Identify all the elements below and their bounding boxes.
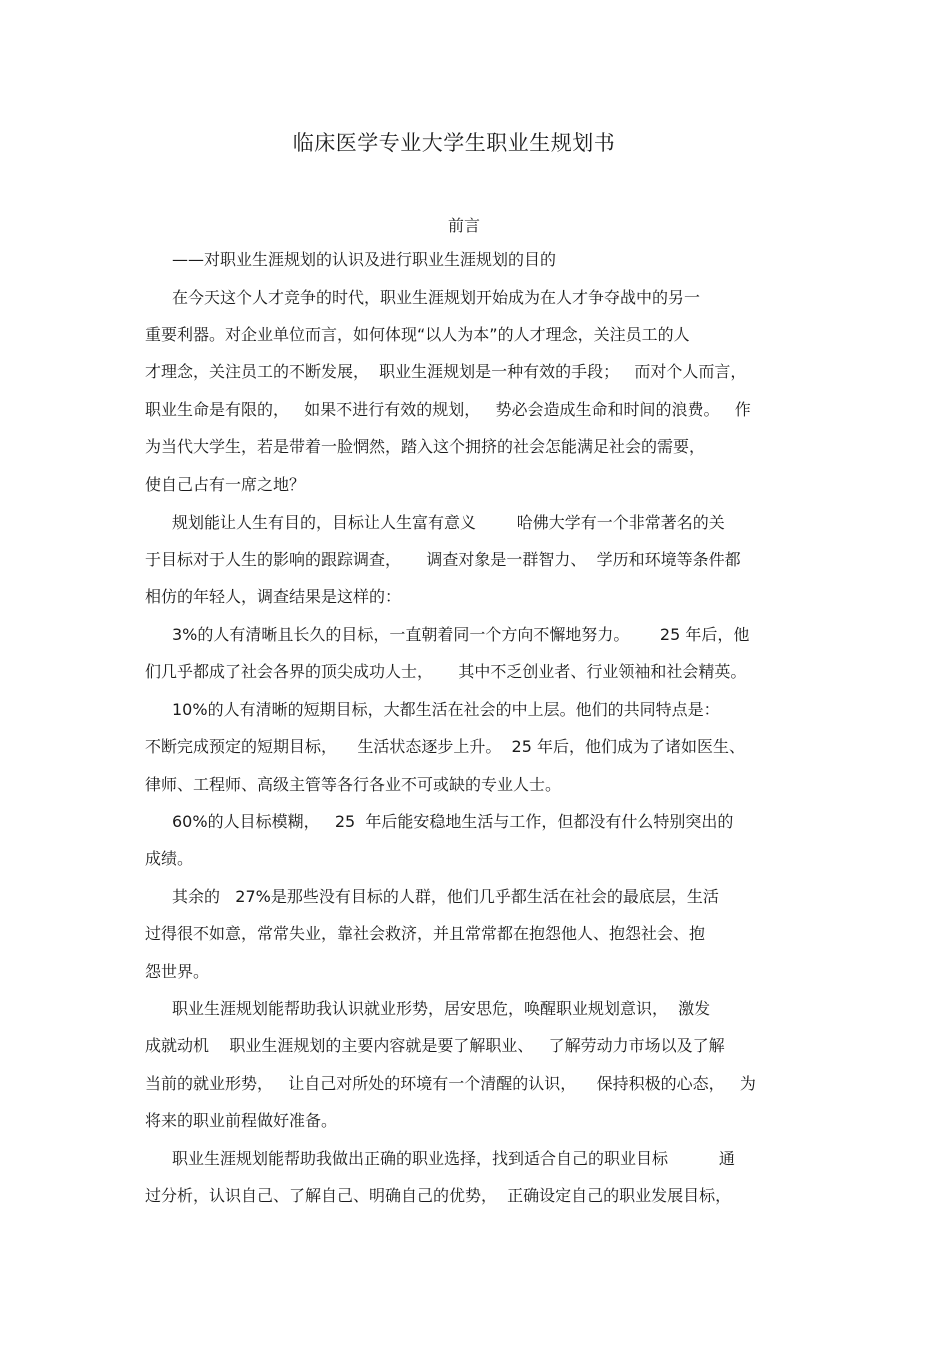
paragraph-line: 职业生涯规划能帮助我认识就业形势，居安思危，唤醒职业规划意识， 激发 (172, 999, 711, 1018)
paragraph-line: 将来的职业前程做好准备。 (145, 1111, 338, 1130)
paragraph-line: 规划能让人生有目的，目标让人生富有意义 哈佛大学有一个非常著名的关 (172, 513, 725, 532)
paragraph-line: 职业生涯规划能帮助我做出正确的职业选择，找到适合自己的职业目标 通 (172, 1149, 735, 1168)
paragraph-line: 才理念，关注员工的不断发展， 职业生涯规划是一种有效的手段； 而对个人而言， (145, 362, 747, 381)
paragraph-line: 成就动机 职业生涯规划的主要内容就是要了解职业、 了解劳动力市场以及了解 (145, 1036, 725, 1055)
paragraph-line: 其余的 27%是那些没有目标的人群，他们几乎都生活在社会的最底层，生活 (172, 887, 719, 906)
paragraph-line: 怨世界。 (145, 962, 210, 981)
paragraph-line: 3%的人有清晰且长久的目标，一直朝着同一个方向不懈地努力。 25 年后，他 (172, 625, 750, 644)
paragraph-line: 成绩。 (145, 849, 194, 868)
document-title: 临床医学专业大学生职业生规划书 (292, 131, 616, 155)
paragraph-line: 不断完成预定的短期目标， 生活状态逐步上升。 25 年后，他们成为了诸如医生、 (145, 737, 745, 756)
section-heading: 前言 (447, 216, 480, 235)
paragraph-line: 为当代大学生，若是带着一脸惘然，踏入这个拥挤的社会怎能满足社会的需要， (145, 437, 706, 456)
paragraph-line: 在今天这个人才竞争的时代，职业生涯规划开始成为在人才争夺战中的另一 (172, 288, 701, 307)
paragraph-line: 使自己占有一席之地？ (145, 475, 306, 494)
paragraph-line: 重要利器。对企业单位而言，如何体现“以人为本”的人才理念，关注员工的人 (145, 325, 690, 344)
paragraph-line: 当前的就业形势， 让自己对所处的环境有一个清醒的认识， 保持积极的心态， 为 (145, 1074, 756, 1093)
paragraph-line: 律师、工程师、高级主管等各行各业不可或缺的专业人士。 (145, 775, 562, 794)
paragraph-line: 10%的人有清晰的短期目标，大都生活在社会的中上层。他们的共同特点是： (172, 700, 720, 719)
paragraph-line: 们几乎都成了社会各界的顶尖成功人士， 其中不乏创业者、行业领袖和社会精英。 (145, 662, 747, 681)
paragraph-line: 过得很不如意，常常失业，靠社会救济，并且常常都在抱怨他人、抱怨社会、抱 (145, 924, 706, 943)
paragraph-line: 相仿的年轻人，调查结果是这样的： (145, 587, 402, 606)
paragraph-line: 过分析，认识自己、了解自己、明确自己的优势， 正确设定自己的职业发展目标， (145, 1186, 732, 1205)
paragraph-line: 职业生命是有限的， 如果不进行有效的规划， 势必会造成生命和时间的浪费。 作 (145, 400, 751, 419)
subtitle-line: ——对职业生涯规划的认识及进行职业生涯规划的目的 (172, 250, 557, 269)
paragraph-line: 于目标对于人生的影响的跟踪调查， 调查对象是一群智力、 学历和环境等条件都 (145, 550, 741, 569)
paragraph-line: 60%的人目标模糊， 25 年后能安稳地生活与工作，但都没有什么特别突出的 (172, 812, 734, 831)
